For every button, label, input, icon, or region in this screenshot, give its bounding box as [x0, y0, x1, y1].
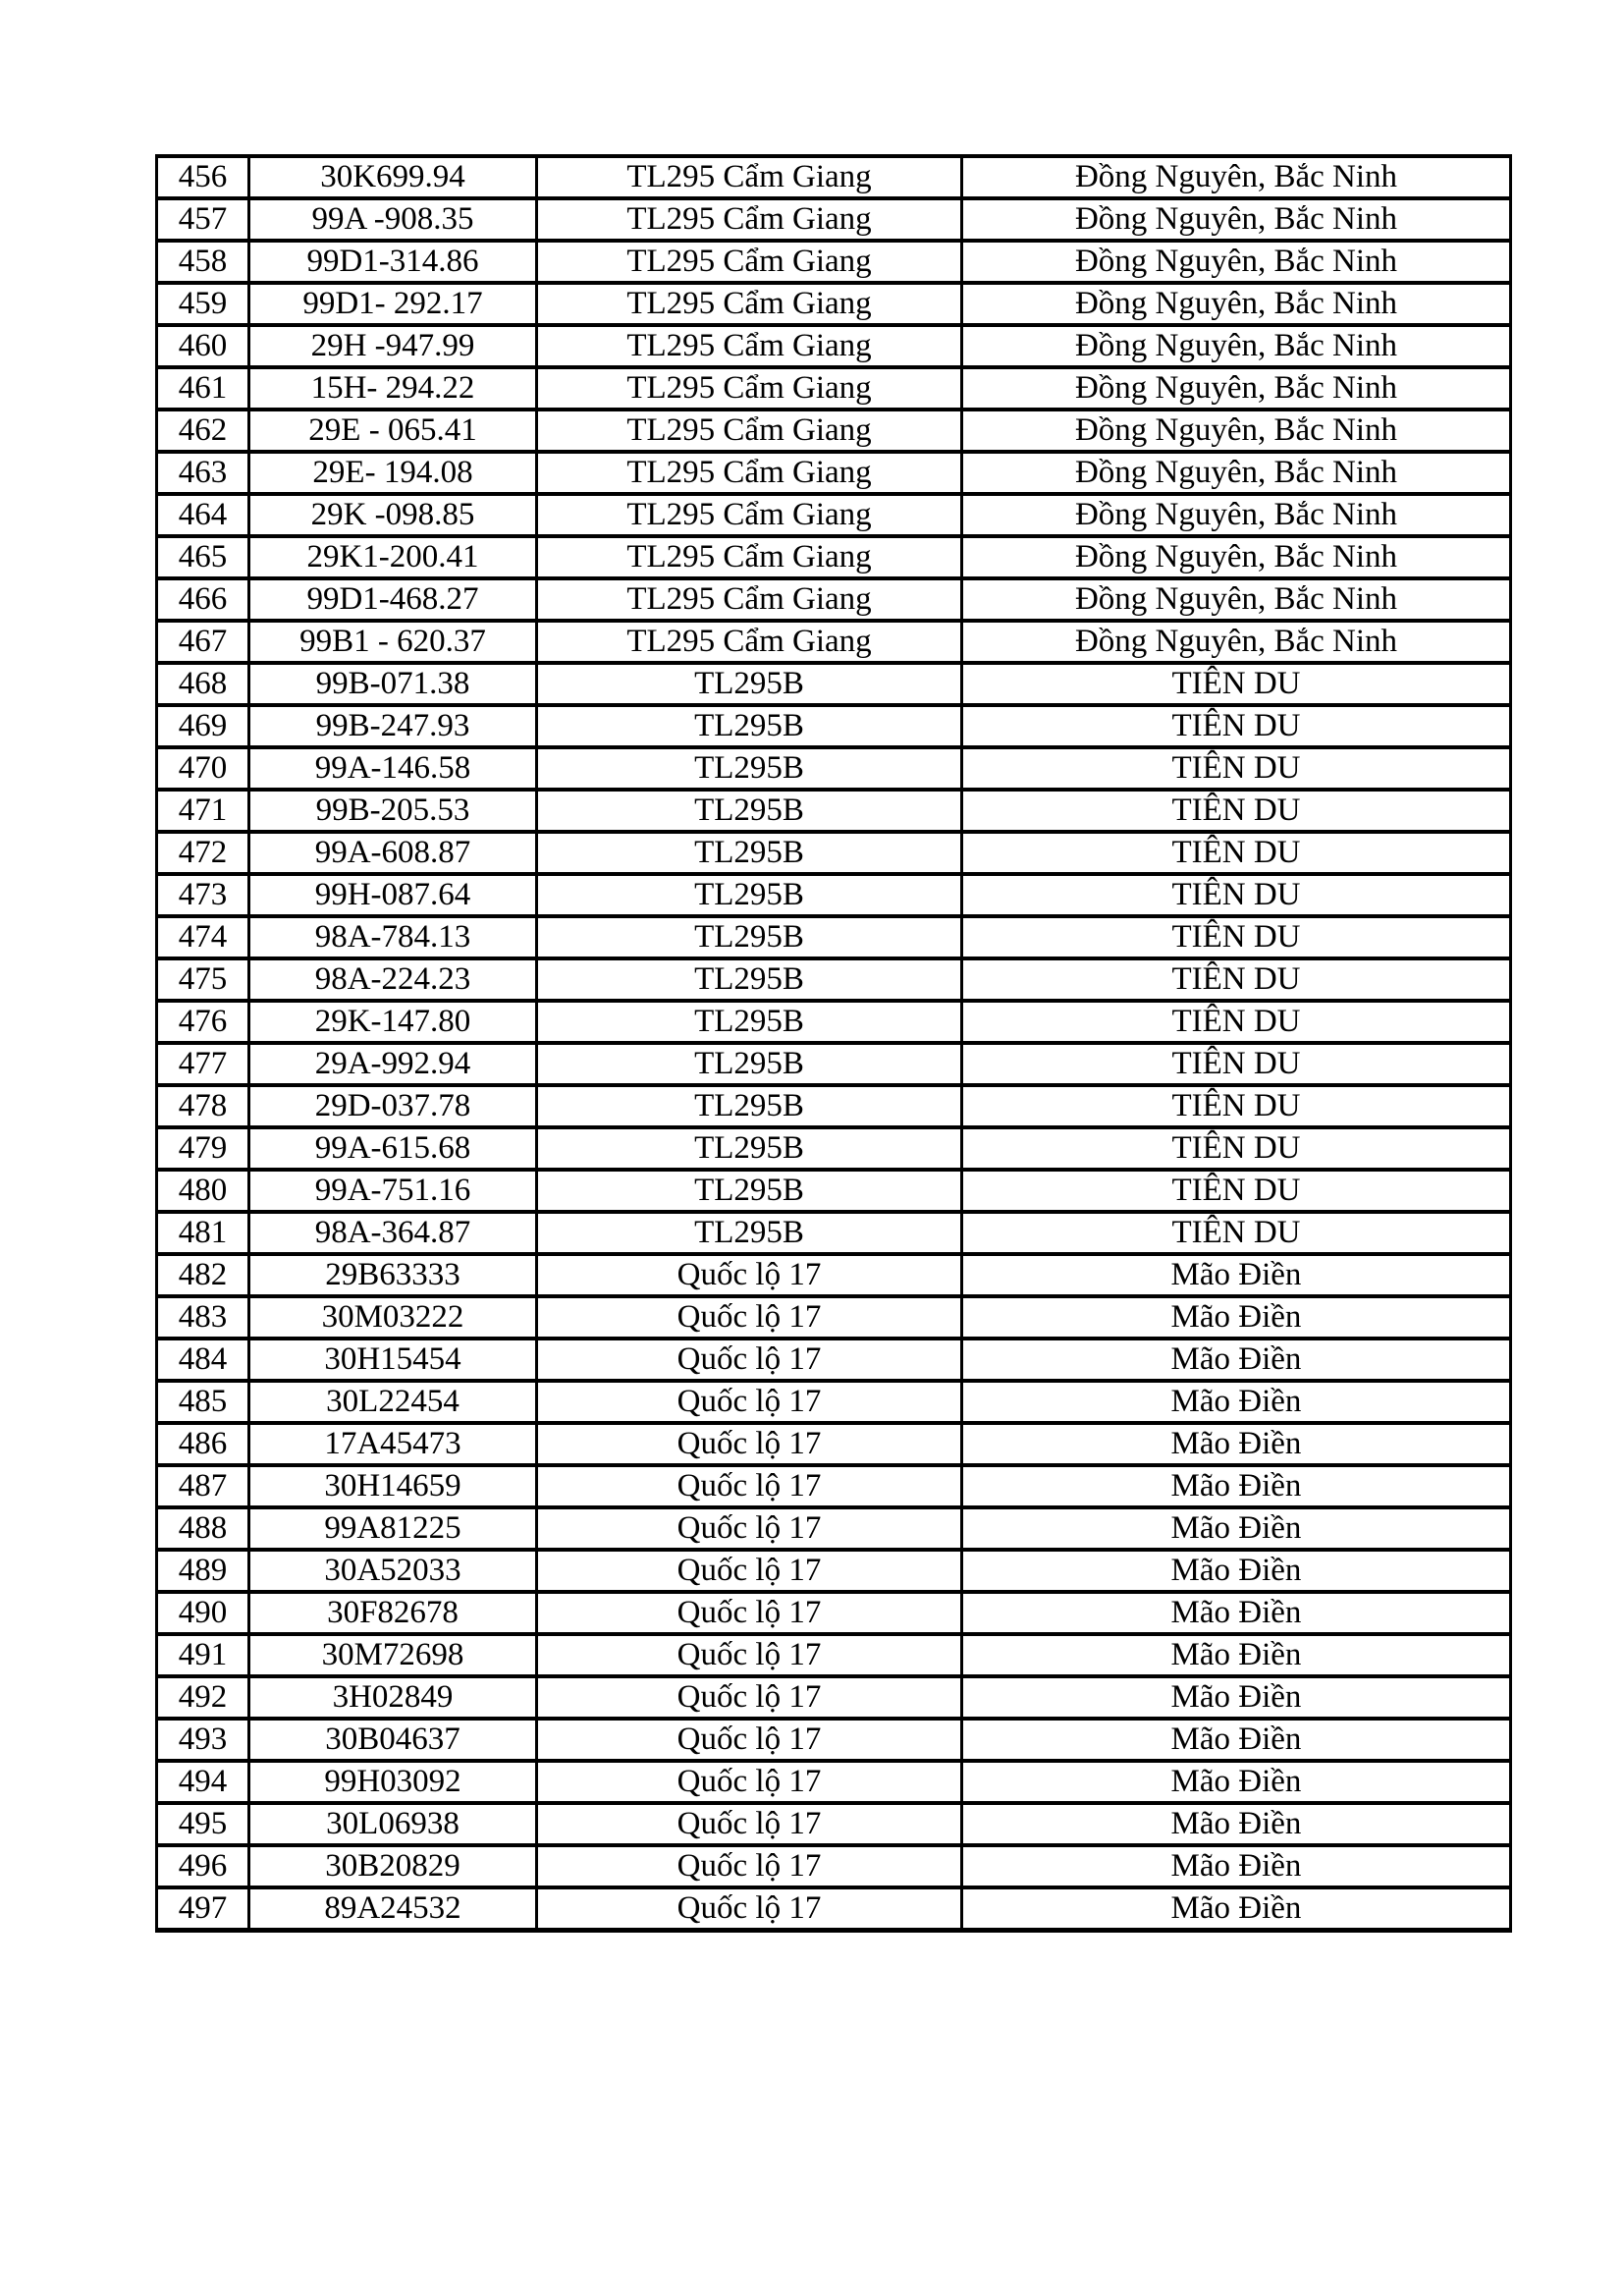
- plate-cell: 30M03222: [249, 1296, 537, 1339]
- road-cell: Quốc lộ 17: [537, 1887, 962, 1931]
- row-number-cell: 468: [157, 663, 249, 705]
- row-number-cell: 469: [157, 705, 249, 747]
- row-number-cell: 458: [157, 241, 249, 283]
- plate-cell: 29K -098.85: [249, 494, 537, 536]
- table-row: [157, 1550, 1511, 1592]
- row-number-cell: 488: [157, 1507, 249, 1550]
- road-cell: TL295B: [537, 1212, 962, 1254]
- table-row: [157, 1339, 1511, 1381]
- table-row: [157, 1465, 1511, 1507]
- road-cell: TL295B: [537, 747, 962, 790]
- location-cell: Mão Điền: [962, 1845, 1511, 1887]
- row-number-cell: 487: [157, 1465, 249, 1507]
- table-row: [157, 198, 1511, 241]
- plate-cell: 30M72698: [249, 1634, 537, 1676]
- location-cell: Mão Điền: [962, 1887, 1511, 1931]
- row-number-cell: 495: [157, 1803, 249, 1845]
- location-cell: Đồng Nguyên, Bắc Ninh: [962, 283, 1511, 325]
- table-row: [157, 1381, 1511, 1423]
- table-row: [157, 1845, 1511, 1887]
- plate-cell: 3H02849: [249, 1676, 537, 1719]
- road-cell: TL295B: [537, 1170, 962, 1212]
- road-cell: TL295B: [537, 705, 962, 747]
- table-row: [157, 1676, 1511, 1719]
- plate-cell: 29E- 194.08: [249, 452, 537, 494]
- plate-cell: 99A-146.58: [249, 747, 537, 790]
- plate-cell: 30L22454: [249, 1381, 537, 1423]
- table-row: [157, 283, 1511, 325]
- location-cell: TIÊN DU: [962, 790, 1511, 832]
- road-cell: Quốc lộ 17: [537, 1845, 962, 1887]
- table-row: [157, 1719, 1511, 1761]
- location-cell: Đồng Nguyên, Bắc Ninh: [962, 198, 1511, 241]
- location-cell: Mão Điền: [962, 1634, 1511, 1676]
- road-cell: TL295 Cẩm Giang: [537, 156, 962, 198]
- plate-cell: 99D1-468.27: [249, 578, 537, 621]
- road-cell: TL295B: [537, 1043, 962, 1085]
- row-number-cell: 460: [157, 325, 249, 367]
- table-row: [157, 325, 1511, 367]
- road-cell: Quốc lộ 17: [537, 1676, 962, 1719]
- table-row: [157, 1043, 1511, 1085]
- row-number-cell: 461: [157, 367, 249, 410]
- location-cell: Đồng Nguyên, Bắc Ninh: [962, 325, 1511, 367]
- road-cell: TL295B: [537, 1085, 962, 1127]
- plate-cell: 99B-205.53: [249, 790, 537, 832]
- table-row: [157, 410, 1511, 452]
- table-row: [157, 367, 1511, 410]
- location-cell: TIÊN DU: [962, 958, 1511, 1001]
- road-cell: Quốc lộ 17: [537, 1719, 962, 1761]
- road-cell: TL295 Cẩm Giang: [537, 241, 962, 283]
- location-cell: TIÊN DU: [962, 1212, 1511, 1254]
- table-row: [157, 621, 1511, 663]
- row-number-cell: 470: [157, 747, 249, 790]
- road-cell: TL295 Cẩm Giang: [537, 621, 962, 663]
- plate-cell: 30F82678: [249, 1592, 537, 1634]
- plate-cell: 99A81225: [249, 1507, 537, 1550]
- row-number-cell: 462: [157, 410, 249, 452]
- table-row: [157, 1254, 1511, 1296]
- plate-cell: 30B04637: [249, 1719, 537, 1761]
- table-row: [157, 536, 1511, 578]
- location-cell: TIÊN DU: [962, 916, 1511, 958]
- row-number-cell: 459: [157, 283, 249, 325]
- table-row: [157, 747, 1511, 790]
- plate-cell: 30L06938: [249, 1803, 537, 1845]
- plate-cell: 99A-751.16: [249, 1170, 537, 1212]
- road-cell: Quốc lộ 17: [537, 1465, 962, 1507]
- road-cell: TL295 Cẩm Giang: [537, 410, 962, 452]
- table-row: [157, 156, 1511, 198]
- road-cell: Quốc lộ 17: [537, 1296, 962, 1339]
- location-cell: TIÊN DU: [962, 705, 1511, 747]
- row-number-cell: 456: [157, 156, 249, 198]
- table-row: [157, 452, 1511, 494]
- row-number-cell: 467: [157, 621, 249, 663]
- road-cell: Quốc lộ 17: [537, 1423, 962, 1465]
- row-number-cell: 465: [157, 536, 249, 578]
- location-cell: TIÊN DU: [962, 832, 1511, 874]
- road-cell: Quốc lộ 17: [537, 1803, 962, 1845]
- road-cell: TL295 Cẩm Giang: [537, 536, 962, 578]
- location-cell: TIÊN DU: [962, 1043, 1511, 1085]
- road-cell: TL295 Cẩm Giang: [537, 578, 962, 621]
- plate-cell: 29B63333: [249, 1254, 537, 1296]
- location-cell: Đồng Nguyên, Bắc Ninh: [962, 494, 1511, 536]
- road-cell: Quốc lộ 17: [537, 1634, 962, 1676]
- row-number-cell: 489: [157, 1550, 249, 1592]
- row-number-cell: 492: [157, 1676, 249, 1719]
- row-number-cell: 485: [157, 1381, 249, 1423]
- road-cell: TL295B: [537, 790, 962, 832]
- row-number-cell: 478: [157, 1085, 249, 1127]
- location-cell: Đồng Nguyên, Bắc Ninh: [962, 452, 1511, 494]
- location-cell: TIÊN DU: [962, 1085, 1511, 1127]
- location-cell: TIÊN DU: [962, 1001, 1511, 1043]
- row-number-cell: 484: [157, 1339, 249, 1381]
- plate-cell: 29E - 065.41: [249, 410, 537, 452]
- road-cell: Quốc lộ 17: [537, 1254, 962, 1296]
- row-number-cell: 474: [157, 916, 249, 958]
- plate-cell: 29D-037.78: [249, 1085, 537, 1127]
- location-cell: Mão Điền: [962, 1550, 1511, 1592]
- table-row: [157, 241, 1511, 283]
- table-row: [157, 705, 1511, 747]
- road-cell: Quốc lộ 17: [537, 1761, 962, 1803]
- row-number-cell: 477: [157, 1043, 249, 1085]
- location-cell: Mão Điền: [962, 1592, 1511, 1634]
- table-body: [157, 156, 1511, 1931]
- table-row: [157, 1761, 1511, 1803]
- road-cell: TL295B: [537, 832, 962, 874]
- location-cell: Đồng Nguyên, Bắc Ninh: [962, 367, 1511, 410]
- table-row: [157, 1296, 1511, 1339]
- row-number-cell: 494: [157, 1761, 249, 1803]
- road-cell: TL295 Cẩm Giang: [537, 283, 962, 325]
- table-row: [157, 790, 1511, 832]
- row-number-cell: 481: [157, 1212, 249, 1254]
- row-number-cell: 464: [157, 494, 249, 536]
- plate-cell: 98A-364.87: [249, 1212, 537, 1254]
- table-row: [157, 1423, 1511, 1465]
- road-cell: TL295B: [537, 916, 962, 958]
- table-row: [157, 494, 1511, 536]
- plate-cell: 99A-608.87: [249, 832, 537, 874]
- plate-cell: 29H -947.99: [249, 325, 537, 367]
- plate-cell: 29K1-200.41: [249, 536, 537, 578]
- row-number-cell: 457: [157, 198, 249, 241]
- row-number-cell: 497: [157, 1887, 249, 1931]
- row-number-cell: 471: [157, 790, 249, 832]
- row-number-cell: 472: [157, 832, 249, 874]
- table-row: [157, 1592, 1511, 1634]
- location-cell: TIÊN DU: [962, 1127, 1511, 1170]
- plate-cell: 98A-784.13: [249, 916, 537, 958]
- road-cell: TL295 Cẩm Giang: [537, 367, 962, 410]
- location-cell: TIÊN DU: [962, 747, 1511, 790]
- location-cell: Mão Điền: [962, 1761, 1511, 1803]
- plate-cell: 99D1-314.86: [249, 241, 537, 283]
- table-row: [157, 1170, 1511, 1212]
- table-row: [157, 1803, 1511, 1845]
- location-cell: TIÊN DU: [962, 1170, 1511, 1212]
- row-number-cell: 463: [157, 452, 249, 494]
- row-number-cell: 491: [157, 1634, 249, 1676]
- road-cell: Quốc lộ 17: [537, 1550, 962, 1592]
- table-row: [157, 1127, 1511, 1170]
- plate-cell: 99A-615.68: [249, 1127, 537, 1170]
- row-number-cell: 482: [157, 1254, 249, 1296]
- road-cell: TL295 Cẩm Giang: [537, 198, 962, 241]
- plate-cell: 98A-224.23: [249, 958, 537, 1001]
- plate-cell: 29K-147.80: [249, 1001, 537, 1043]
- road-cell: TL295B: [537, 663, 962, 705]
- table-row: [157, 1507, 1511, 1550]
- road-cell: TL295 Cẩm Giang: [537, 325, 962, 367]
- table-row: [157, 1212, 1511, 1254]
- location-cell: Mão Điền: [962, 1676, 1511, 1719]
- table-row: [157, 578, 1511, 621]
- location-cell: Đồng Nguyên, Bắc Ninh: [962, 536, 1511, 578]
- row-number-cell: 483: [157, 1296, 249, 1339]
- location-cell: TIÊN DU: [962, 874, 1511, 916]
- location-cell: Đồng Nguyên, Bắc Ninh: [962, 410, 1511, 452]
- location-cell: Đồng Nguyên, Bắc Ninh: [962, 578, 1511, 621]
- row-number-cell: 479: [157, 1127, 249, 1170]
- plate-cell: 30K699.94: [249, 156, 537, 198]
- road-cell: TL295B: [537, 1001, 962, 1043]
- plate-cell: 29A-992.94: [249, 1043, 537, 1085]
- location-cell: Đồng Nguyên, Bắc Ninh: [962, 241, 1511, 283]
- plate-cell: 99H-087.64: [249, 874, 537, 916]
- table-row: [157, 916, 1511, 958]
- plate-cell: 99B1 - 620.37: [249, 621, 537, 663]
- road-cell: TL295B: [537, 1127, 962, 1170]
- location-cell: Mão Điền: [962, 1465, 1511, 1507]
- row-number-cell: 475: [157, 958, 249, 1001]
- plate-cell: 17A45473: [249, 1423, 537, 1465]
- location-cell: Đồng Nguyên, Bắc Ninh: [962, 621, 1511, 663]
- plate-cell: 99D1- 292.17: [249, 283, 537, 325]
- row-number-cell: 473: [157, 874, 249, 916]
- location-cell: TIÊN DU: [962, 663, 1511, 705]
- road-cell: TL295 Cẩm Giang: [537, 494, 962, 536]
- plate-cell: 99B-247.93: [249, 705, 537, 747]
- table-row: [157, 958, 1511, 1001]
- plate-cell: 30A52033: [249, 1550, 537, 1592]
- location-cell: Mão Điền: [962, 1254, 1511, 1296]
- table-row: [157, 832, 1511, 874]
- location-cell: Đồng Nguyên, Bắc Ninh: [962, 156, 1511, 198]
- road-cell: Quốc lộ 17: [537, 1592, 962, 1634]
- plate-cell: 30H14659: [249, 1465, 537, 1507]
- location-cell: Mão Điền: [962, 1381, 1511, 1423]
- table-row: [157, 1634, 1511, 1676]
- plate-cell: 30B20829: [249, 1845, 537, 1887]
- location-cell: Mão Điền: [962, 1339, 1511, 1381]
- location-cell: Mão Điền: [962, 1423, 1511, 1465]
- table-row: [157, 1085, 1511, 1127]
- row-number-cell: 476: [157, 1001, 249, 1043]
- vehicle-plate-table: [155, 154, 1512, 1933]
- plate-cell: 30H15454: [249, 1339, 537, 1381]
- table-row: [157, 1887, 1511, 1931]
- plate-cell: 15H- 294.22: [249, 367, 537, 410]
- location-cell: Mão Điền: [962, 1719, 1511, 1761]
- row-number-cell: 486: [157, 1423, 249, 1465]
- road-cell: TL295B: [537, 958, 962, 1001]
- road-cell: Quốc lộ 17: [537, 1381, 962, 1423]
- table-row: [157, 1001, 1511, 1043]
- table-row: [157, 663, 1511, 705]
- road-cell: TL295B: [537, 874, 962, 916]
- location-cell: Mão Điền: [962, 1803, 1511, 1845]
- plate-cell: 89A24532: [249, 1887, 537, 1931]
- location-cell: Mão Điền: [962, 1507, 1511, 1550]
- plate-cell: 99H03092: [249, 1761, 537, 1803]
- plate-cell: 99B-071.38: [249, 663, 537, 705]
- row-number-cell: 466: [157, 578, 249, 621]
- plate-cell: 99A -908.35: [249, 198, 537, 241]
- table-row: [157, 874, 1511, 916]
- row-number-cell: 480: [157, 1170, 249, 1212]
- road-cell: Quốc lộ 17: [537, 1507, 962, 1550]
- row-number-cell: 490: [157, 1592, 249, 1634]
- road-cell: TL295 Cẩm Giang: [537, 452, 962, 494]
- road-cell: Quốc lộ 17: [537, 1339, 962, 1381]
- location-cell: Mão Điền: [962, 1296, 1511, 1339]
- row-number-cell: 493: [157, 1719, 249, 1761]
- row-number-cell: 496: [157, 1845, 249, 1887]
